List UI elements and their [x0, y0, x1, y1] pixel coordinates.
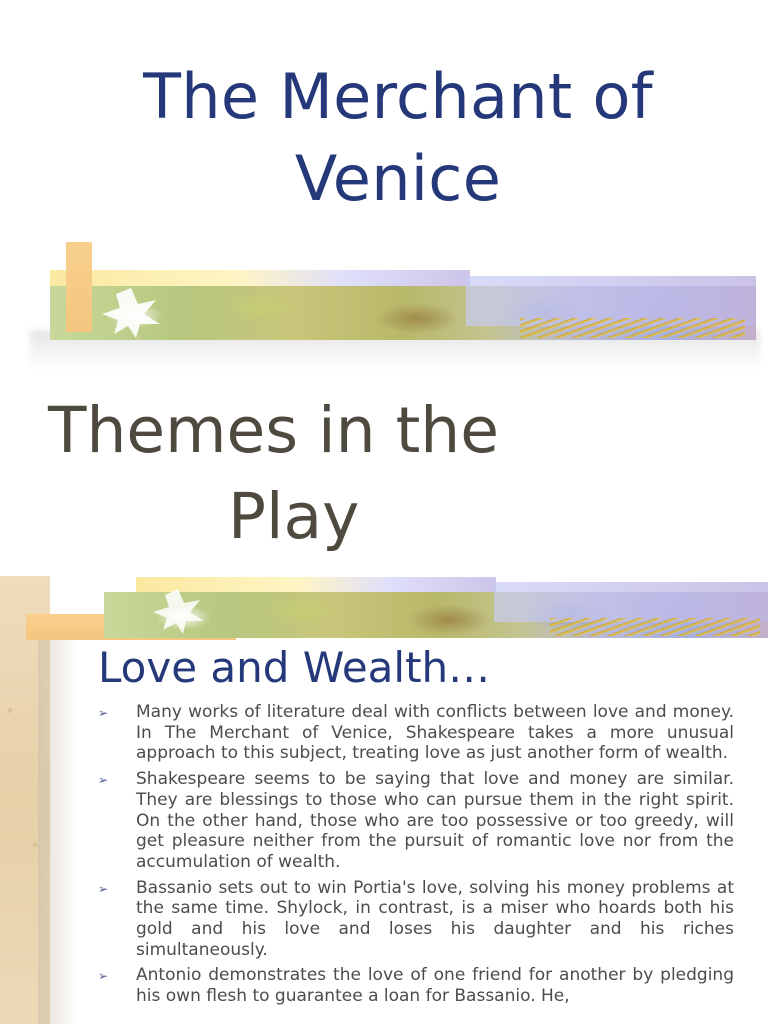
slide-1-title-line-1: The Merchant of: [143, 60, 653, 133]
slide-3-heading: Love and Wealth…: [98, 643, 491, 692]
golden-grass-image: [520, 318, 745, 338]
slide-3-golden-grass-image: [550, 618, 760, 636]
slide-3-hydrangea-image: [494, 582, 768, 622]
bullet-text: Antonio demonstrates the love of one friend for another by pledging his own flesh to guarantee a loan for Bassanio. He,: [136, 965, 734, 1007]
slide-2-title-line-2: Play: [228, 480, 360, 553]
leaf-icon: [96, 284, 166, 340]
slide-2-title: [48, 388, 608, 560]
orange-accent-bar: [66, 242, 92, 332]
list-item: [98, 769, 734, 873]
bullet-text: Bassanio sets out to win Portia's love, solving his money problems at the same time. Shylock, in contrast, is a miser who hoards both his gold and his love and loses his daughter and his riches simultaneously.: [136, 877, 734, 960]
arrow-bullet-icon: ➢: [98, 706, 109, 720]
bullet-list: [98, 702, 734, 1012]
arrow-bullet-icon: ➢: [98, 969, 109, 984]
list-item: [98, 702, 734, 764]
bullet-text: Many works of literature deal with conflicts between love and money. In The Merchant of Venice, Shakespeare takes a more unusual approach to this subject, treating love as just another form of wealth.: [136, 702, 734, 764]
list-item: [98, 965, 734, 1006]
list-item: [98, 878, 734, 961]
slide-1-title-line-2: Venice: [294, 142, 502, 215]
slide-2-title-line-1: Themes in the: [48, 394, 499, 467]
slide-1-title: [0, 56, 768, 220]
arrow-bullet-icon: ➢: [98, 881, 109, 896]
slide-3-leaf-icon: [148, 586, 208, 636]
arrow-bullet-icon: ➢: [98, 773, 109, 788]
bullet-text: Shakespeare seems to be saying that love and money are similar. They are blessings to those who can pursue them in the right spirit. On the other hand, those who are too possessive or too greedy, will get pleasure neither from the pursuit of romantic love nor from the accumulation of wealth.: [136, 769, 734, 872]
parchment-shadow: [38, 636, 78, 1024]
